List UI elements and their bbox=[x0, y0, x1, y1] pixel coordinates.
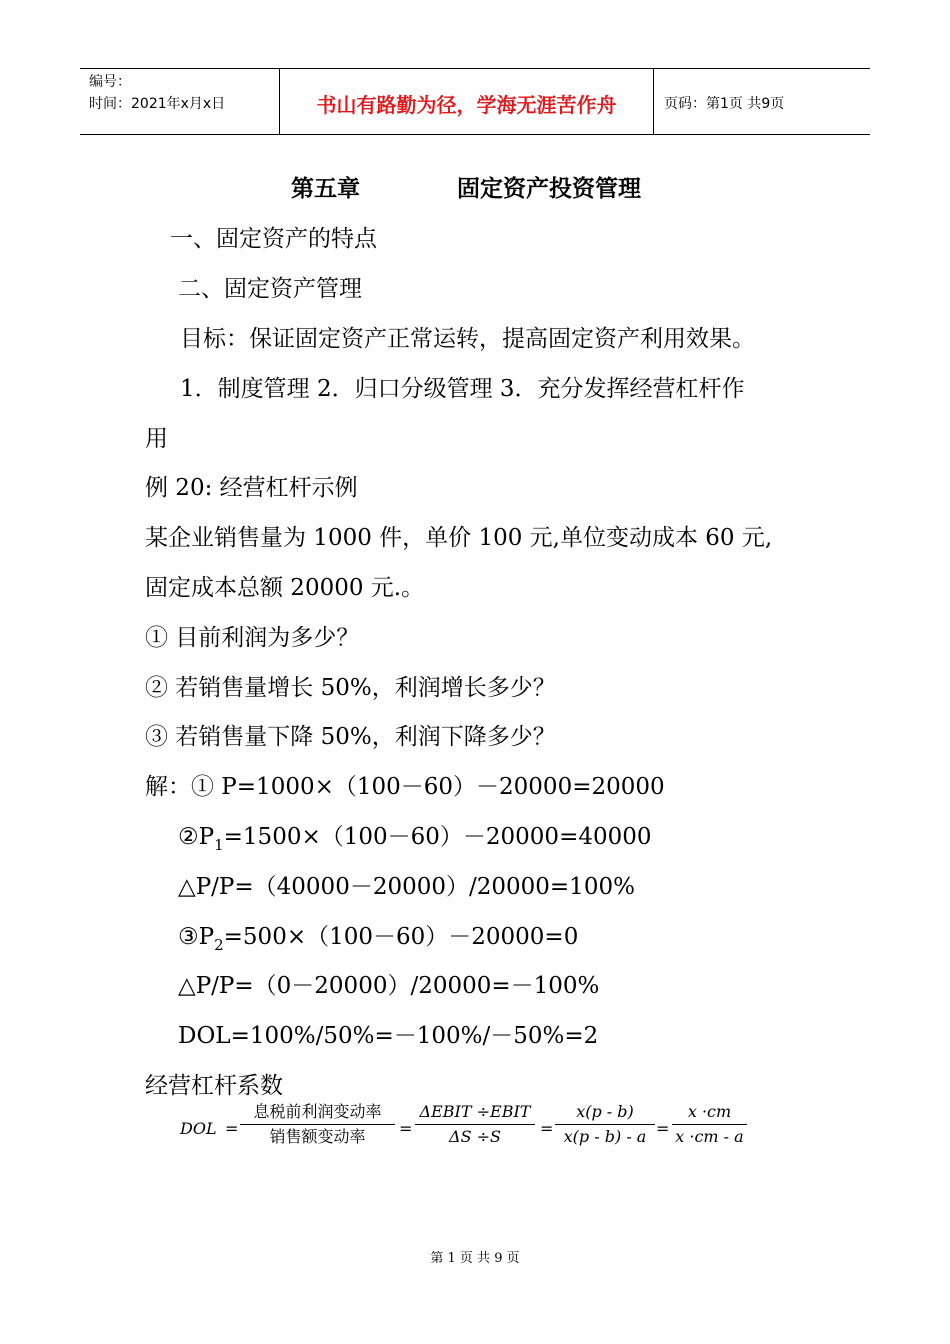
solution-4-post: =500×（100－60）－20000=0 bbox=[223, 924, 579, 950]
items-line-2: 用 bbox=[145, 426, 168, 452]
header-time: 时间：2021年x月x日 bbox=[89, 96, 226, 112]
formula-eq-4: = bbox=[656, 1119, 670, 1138]
formula-eq-3: = bbox=[540, 1119, 554, 1138]
page-footer: 第 1 页 共 9 页 bbox=[430, 1251, 520, 1266]
fraction-3-bar bbox=[555, 1124, 655, 1125]
items-line-1: 1．制度管理 2．归口分级管理 3．充分发挥经营杠杆作 bbox=[180, 376, 745, 402]
solution-2-subscript: 1 bbox=[214, 836, 224, 854]
fraction-2-numerator: ΔEBIT ÷EBIT bbox=[419, 1102, 531, 1121]
solution-4-pre: ③P bbox=[178, 924, 215, 950]
formula-eq-2: = bbox=[399, 1119, 413, 1138]
fraction-3-numerator: x(p - b) bbox=[576, 1102, 634, 1121]
header-motto: 书山有路勤为径，学海无涯苦作舟 bbox=[280, 69, 654, 134]
fraction-2-bar bbox=[415, 1124, 535, 1125]
question-3: ③ 若销售量下降 50%，利润下降多少？ bbox=[145, 724, 556, 750]
goal-text: 目标：保证固定资产正常运转，提高固定资产利用效果。 bbox=[180, 326, 755, 352]
fraction-4-numerator: x ·cm bbox=[687, 1102, 732, 1121]
header-number: 编号： bbox=[89, 74, 131, 90]
solution-6: DOL=100%/50%=－100%/－50%=2 bbox=[178, 1023, 599, 1049]
page-header bbox=[80, 68, 870, 135]
question-2: ② 若销售量增长 50%，利润增长多少？ bbox=[145, 675, 556, 701]
fraction-2-denominator: ΔS ÷S bbox=[449, 1127, 501, 1146]
dol-formula bbox=[180, 1101, 800, 1159]
fraction-3-denominator: x(p - b) - a bbox=[563, 1127, 647, 1146]
solution-1: 解：① P=1000×（100－60）－20000=20000 bbox=[145, 774, 665, 800]
solution-3: △P/P=（40000－20000）/20000=100% bbox=[178, 874, 635, 900]
fraction-1-bar bbox=[240, 1124, 395, 1125]
chapter-number: 第五章 bbox=[291, 176, 360, 202]
solution-5: △P/P=（0－20000）/20000=－100% bbox=[178, 973, 600, 999]
fraction-2 bbox=[415, 1101, 535, 1148]
fraction-1-denominator: 销售额变动率 bbox=[269, 1127, 366, 1146]
solution-2-post: =1500×（100－60）－20000=40000 bbox=[223, 824, 652, 850]
dol-title: 经营杠杆系数 bbox=[145, 1073, 283, 1099]
fraction-4-denominator: x ·cm - a bbox=[675, 1127, 744, 1146]
fraction-4-bar bbox=[672, 1124, 747, 1125]
formula-lhs: DOL bbox=[180, 1119, 217, 1138]
chapter-title: 固定资产投资管理 bbox=[457, 176, 641, 202]
problem-line-1: 某企业销售量为 1000 件，单价 100 元,单位变动成本 60 元, bbox=[145, 525, 773, 551]
header-meta bbox=[80, 69, 280, 134]
fraction-4 bbox=[672, 1101, 747, 1148]
fraction-1-numerator: 息税前利润变动率 bbox=[253, 1102, 382, 1121]
fraction-1 bbox=[240, 1101, 395, 1148]
problem-line-2: 固定成本总额 20000 元.。 bbox=[145, 575, 425, 601]
section-heading-1: 一、固定资产的特点 bbox=[170, 226, 377, 252]
solution-4 bbox=[178, 918, 579, 954]
section-heading-2: 二、固定资产管理 bbox=[178, 276, 362, 302]
solution-2-pre: ②P bbox=[178, 824, 215, 850]
header-page-code: 页码：第1页 共9页 bbox=[664, 95, 785, 112]
example-title: 例 20: 经营杠杆示例 bbox=[145, 475, 358, 501]
fraction-3 bbox=[555, 1101, 655, 1148]
solution-2 bbox=[178, 818, 652, 854]
solution-4-subscript: 2 bbox=[214, 936, 224, 954]
formula-eq-1: = bbox=[225, 1119, 239, 1138]
question-1: ① 目前利润为多少？ bbox=[145, 625, 360, 651]
